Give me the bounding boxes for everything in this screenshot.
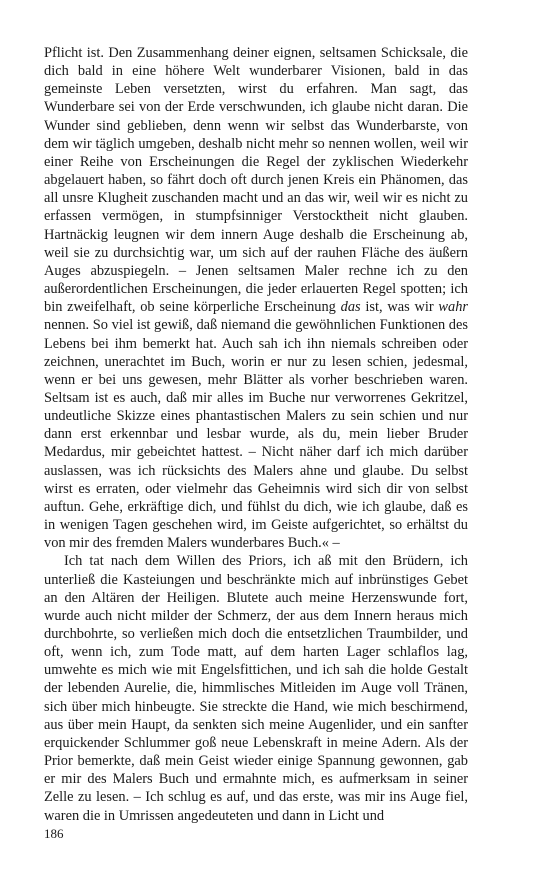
italic-word-das: das	[340, 299, 361, 316]
page-number: 186	[44, 826, 64, 841]
paragraph-1-segment: ist, was wir	[360, 299, 439, 316]
paragraph-2-segment: Ich tat nach dem Willen des Priors, ich aß mit den Brüdern, ich unterließ die Kasteiungen und beschränkte mich auf inbrünstiges Gebet an den Altären der Heiligen. Blutete auch meine Herzenswunde fort, wurde auch nicht milder der Schmerz, der aus dem Innern heraus mich durchbohrte, so verließen mich doch die entsetzlichen Traumbilder, und oft, wenn ich, zum Tode matt, auf dem harten Lager schlaflos lag, umwehte es mich wie mit Engelsfittichen, und ich sah die holde Gestalt der lebenden Aurelie, die, himmlisches Mitleiden im Auge voll Tränen, sich über mich hinbeugte. Sie streckte die Hand, wie mich beschirmend, aus über mein Haupt, da senkten sich meine Augenlider, und ein sanfter erquickender Schlummer goß neue Lebenskraft in meine Adern. Als der Prior bemerkte, daß mein Geist wieder einige Spannung gewonnen, gab er mir des Malers Buch und ermahnte mich, es aufmerksam in seiner Zelle zu lesen. – Ich schlug es auf, und das erste, was mir ins Auge fiel, waren die in Umrissen angedeuteten und dann in Licht und	[44, 553, 468, 824]
body-text	[44, 44, 468, 825]
paragraph-1-segment: Pflicht ist. Den Zusammenhang deiner eignen, seltsamen Schicksale, die dich bald in eine höhere Welt wunderbarer Visionen, bald in das gemeinste Leben versetzten, wirst du erfahren. Man sagt, das Wunderbare sei von der Erde verschwunden, ich glaube nicht daran. Die Wunder sind geblieben, denn wenn wir selbst das Wunderbarste, von dem wir täglich umgeben, deshalb nicht mehr so nennen wollen, weil wir einer Reihe von Erscheinungen die Regel der zyklischen Wiederkehr abgelauert haben, so fährt doch oft durch jenen Kreis ein Phänomen, das all unsre Klugheit zuschanden macht und an das wir, weil wir es nicht zu erfassen vermögen, in stumpfsinniger Verstocktheit nicht glauben. Hartnäckig leugnen wir dem innern Auge deshalb die Erscheinung ab, weil sie zu durchsichtig war, um sich auf der rauhen Fläche des äußern Auges abzuspiegeln. – Jenen seltsamen Maler rechne ich zu den außerordentlichen Erscheinungen, die jeder erlauerten Regel spotten; ich bin zweifelhaft, ob seine körperliche Erscheinung	[44, 45, 468, 316]
paragraph-2	[44, 552, 468, 824]
paragraph-1-segment: nennen. So viel ist gewiß, daß niemand die gewöhnlichen Funktionen des Lebens bei ihm bemerkt hat. Auch sah ich ihn niemals schreiben oder zeichnen, unerachtet im Buch, worin er nur zu lesen schien, jedesmal, wenn er bei uns gewesen, mehr Blätter als vorher beschrieben waren. Seltsam ist es auch, daß mir alles im Buche nur verworrenes Gekritzel, undeutliche Skizze eines phantastischen Malers zu sein schien und nur dann erst erkennbar und lesbar wurde, als du, mein lieber Bruder Medardus, mir gebeichtet hattest. – Nicht näher darf ich mich darüber auslassen, was ich rücksichts des Malers ahne und glaube. Du selbst wirst es erraten, oder vielmehr das Geheimnis wird sich dir von selbst auftun. Gehe, erkräftige dich, und fühlst du dich, wie ich glaube, daß es in wenigen Tagen geschehen wird, im Geiste aufgerichtet, so erhältst du von mir des fremden Malers wunderbares Buch.« –	[44, 317, 468, 552]
italic-word-wahr: wahr	[438, 299, 469, 316]
paragraph-1	[44, 44, 468, 552]
